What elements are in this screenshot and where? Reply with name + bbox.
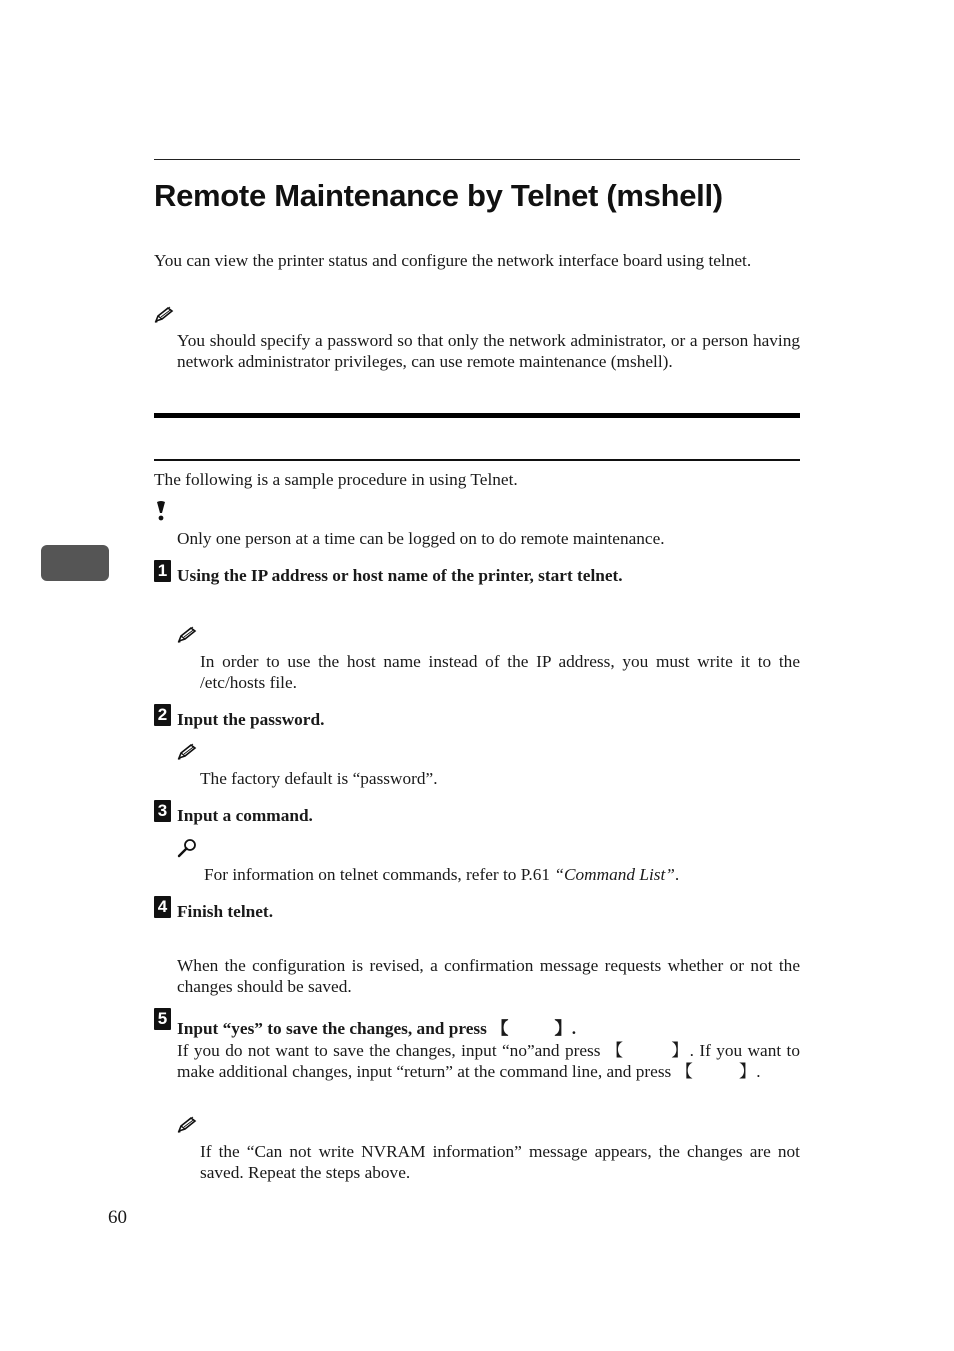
page-title: Remote Maintenance by Telnet (mshell)	[154, 178, 723, 213]
pencil-icon	[177, 1116, 199, 1134]
step-number: 5	[154, 1008, 171, 1030]
detail-text: . If you want to make additional changes, input “return” at the command line, and press	[177, 1041, 800, 1081]
reference-suffix: .	[674, 865, 680, 884]
step-note: If the “Can not write NVRAM information” message appears, the changes are not saved. Repeat the steps above.	[200, 1142, 800, 1182]
reference-link[interactable]: “Command List”	[554, 865, 675, 884]
step-note: In order to use the host name instead of the IP address, you must write it to the /etc/hosts file.	[200, 652, 800, 692]
step-number: 3	[154, 800, 171, 822]
step-label	[177, 1014, 576, 1039]
section-rule	[154, 459, 800, 461]
pencil-icon	[154, 306, 176, 324]
chapter-tab	[41, 545, 109, 581]
step-number: 4	[154, 896, 171, 918]
magnifier-icon	[177, 838, 199, 858]
note-password: You should specify a password so that only the network administrator, or a person having network administrator privileges, can use remote maintenance (mshell).	[177, 331, 800, 371]
key-bracket: 【 】	[675, 1062, 757, 1081]
pencil-icon	[177, 743, 199, 761]
step-detail	[177, 1040, 800, 1082]
pencil-icon	[177, 626, 199, 644]
reference-text: For information on telnet commands, refer to P.61	[204, 865, 555, 884]
exclamation-icon	[154, 500, 168, 522]
step-label-text: Input “yes” to save the changes, and press	[177, 1019, 487, 1038]
step-detail: When the configuration is revised, a confirmation message requests whether or not the changes should be saved.	[177, 956, 800, 996]
step-note: The factory default is “password”.	[200, 769, 438, 788]
step-number: 1	[154, 560, 171, 582]
step-label: Using the IP address or host name of the printer, start telnet.	[177, 566, 623, 585]
detail-text: .	[756, 1062, 761, 1081]
important-note: Only one person at a time can be logged on to do remote maintenance.	[177, 529, 665, 548]
key-bracket: 【 】	[491, 1019, 572, 1038]
step-number: 2	[154, 704, 171, 726]
section-rule-thick	[154, 413, 800, 418]
detail-text: If you do not want to save the changes, input “no”and press	[177, 1041, 601, 1060]
step-label: Finish telnet.	[177, 902, 274, 921]
step-label-suffix: .	[571, 1019, 577, 1038]
step-label: Input the password.	[177, 710, 325, 729]
step-label: Input a command.	[177, 806, 313, 825]
header-rule	[154, 159, 800, 160]
page-number: 60	[108, 1207, 127, 1228]
key-bracket: 【 】	[605, 1041, 690, 1060]
intro-paragraph: You can view the printer status and configure the network interface board using telnet.	[154, 251, 752, 270]
step-reference	[204, 864, 800, 885]
procedure-intro: The following is a sample procedure in using Telnet.	[154, 470, 518, 489]
